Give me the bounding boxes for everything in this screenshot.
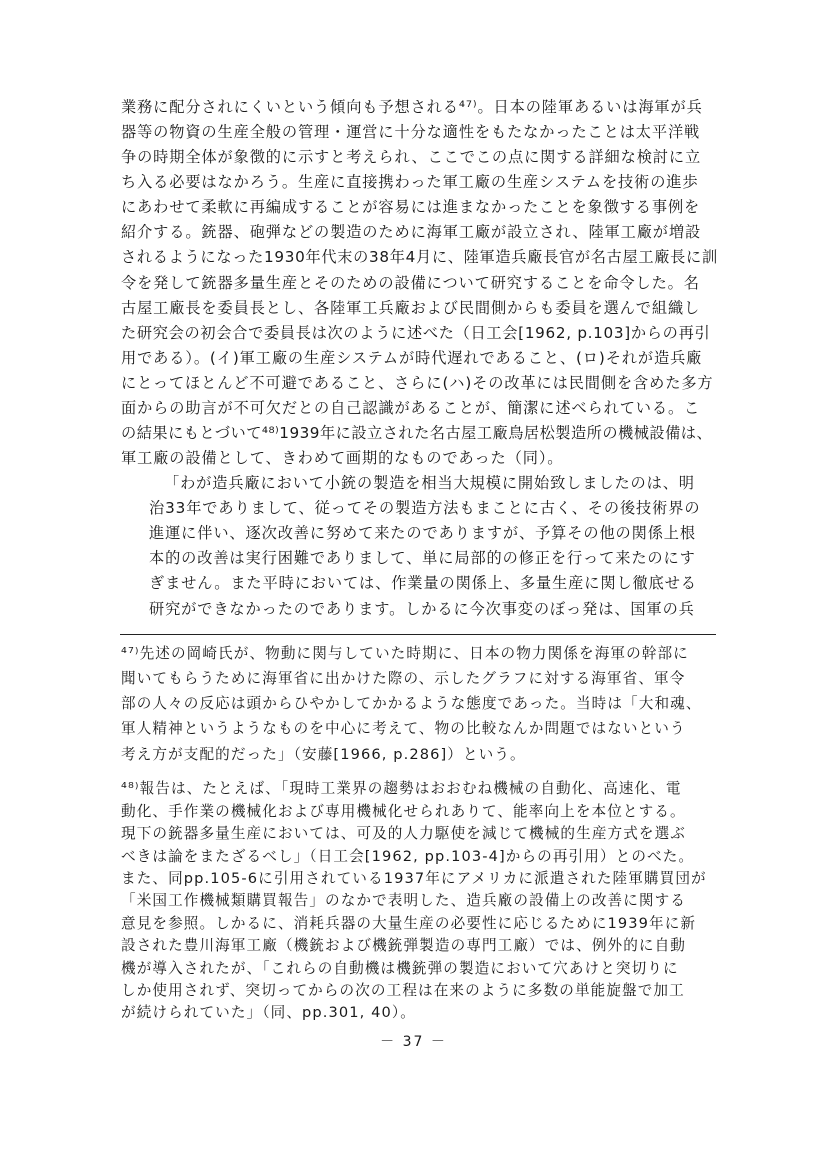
body-line: 軍工廠の設備として、きわめて画期的なものであった（同）。	[121, 449, 564, 467]
body-line: 器等の物資の生産全般の管理・運営に十分な適性をもたなかったことは太平洋戦	[121, 123, 701, 141]
body-line: 争の時期全体が象徴的に示すと考えられ、ここでこの点に関する詳細な検討に立	[121, 148, 702, 166]
footnote-line: 考え方が支配的だった」（安藤[1966, p.286]）という。	[121, 746, 526, 763]
body-line: 令を発して銃器多量生産とそのための設備について研究することを命令した。名	[121, 274, 700, 292]
footnote-line: 意見を参照。しかるに、消耗兵器の大量生産の必要性に応じるために1939年に新	[121, 915, 697, 932]
body-line: の結果にもとづいて⁴⁸⁾1939年に設立された名古屋工廠鳥居松製造所の機械設備は、	[121, 424, 713, 442]
footnote-line: しか使用されず、突切ってからの次の工程は在来のように多数の単能旋盤で加工	[121, 982, 685, 999]
footnote-line: 軍人精神というようなものを中心に考えて、物の比較なんか問題ではないという	[121, 720, 686, 737]
quote-line: 研究ができなかったのであります。しかるに今次事変のぼっ発は、国軍の兵	[149, 600, 695, 618]
footnote-line: 部の人々の反応は頭からひやかしてかかるような態度であった。当時は「大和魂、	[121, 695, 702, 712]
body-line: た研究会の初会合で委員長は次のように述べた（日工会[1962, p.103]からの再引	[121, 324, 711, 342]
body-line: 面からの助言が不可欠だとの自己認識があることが、簡潔に述べられている。こ	[121, 399, 701, 417]
footnote-line: 機が導入されたが、「これらの自動機は機銃弾の製造において穴あけと突切りに	[121, 960, 679, 977]
footnote-line: 現下の銃器多量生産においては、可及的人力駆使を減じて機械的生産方式を選ぶ	[121, 825, 686, 842]
body-line: にとってほとんど不可避であること、さらに(ハ)その改革には民間側を含めた多方	[121, 374, 714, 392]
body-line: されるようになった1930年代末の38年4月に、陸軍造兵廠長官が名古屋工廠長に訓	[121, 248, 718, 266]
footnote-line: べきは論をまたざるべし」（日工会[1962, pp.103-4]からの再引用）とのべた。	[121, 848, 695, 865]
quote-line: 進運に伴い、逐次改善に努めて来たのでありますが、予算その他の関係上根	[149, 524, 696, 542]
body-line: 用である）。(イ)軍工廠の生産システムが時代遅れであること、(ロ)それが造兵廠	[121, 349, 703, 367]
quote-line: 治33年でありまして、従ってその製造方法もまことに古く、その後技術界の	[149, 499, 701, 517]
footnote-line: ⁴⁸⁾報告は、たとえば、「現時工業界の趨勢はおおむね機械の自動化、高速化、電	[121, 780, 682, 797]
body-line: ち入る必要はなかろう。生産に直接携わった軍工廠の生産システムを技術の進歩	[121, 173, 699, 191]
footnote-line: 「米国工作機械類購買報告」のなかで表明した、造兵廠の設備上の改善に関する	[121, 892, 686, 909]
body-line: 業務に配分されにくいという傾向も予想される⁴⁷⁾。日本の陸軍あるいは海軍が兵	[121, 98, 703, 116]
body-line: 紹介する。銃器、砲弾などの製造のために海軍工廠が設立され、陸軍工廠が増設	[121, 223, 702, 241]
footnote-line: が続けられていた」（同、pp.301, 40）。	[121, 1004, 416, 1021]
footnote-line: 設された豊川海軍工廠（機銃および機銃弾製造の専門工廠）では、例外的に自動	[121, 937, 686, 954]
footnote-separator	[120, 634, 716, 635]
page-number: － 37 －	[380, 1034, 447, 1050]
body-line: 古屋工廠長を委員長とし、各陸軍工兵廠および民間側からも委員を選んで組織し	[121, 299, 701, 317]
quote-line: 「わが造兵廠において小銃の製造を相当大規模に開始致しましたのは、明	[164, 474, 695, 492]
quote-line: ぎません。また平時においては、作業量の関係上、多量生産に関し徹底せる	[149, 574, 697, 592]
quote-line: 本的の改善は実行困難でありまして、単に局部的の修正を行って来たのにす	[149, 549, 696, 567]
footnote-line: 動化、手作業の機械化および専用機械化せられありて、能率向上を本位とする。	[121, 803, 686, 820]
footnote-line: また、同pp.105-6に引用されている1937年にアメリカに派遣された陸軍購買団が	[121, 870, 707, 887]
footnote-line: 聞いてもらうために海軍省に出かけた際の、示したグラフに対する海軍省、軍令	[121, 670, 686, 687]
footnote-line: ⁴⁷⁾先述の岡崎氏が、物動に関与していた時期に、日本の物力関係を海軍の幹部に	[121, 645, 689, 662]
body-line: にあわせて柔軟に再編成することが容易には進まなかったことを象徴する事例を	[121, 198, 701, 216]
